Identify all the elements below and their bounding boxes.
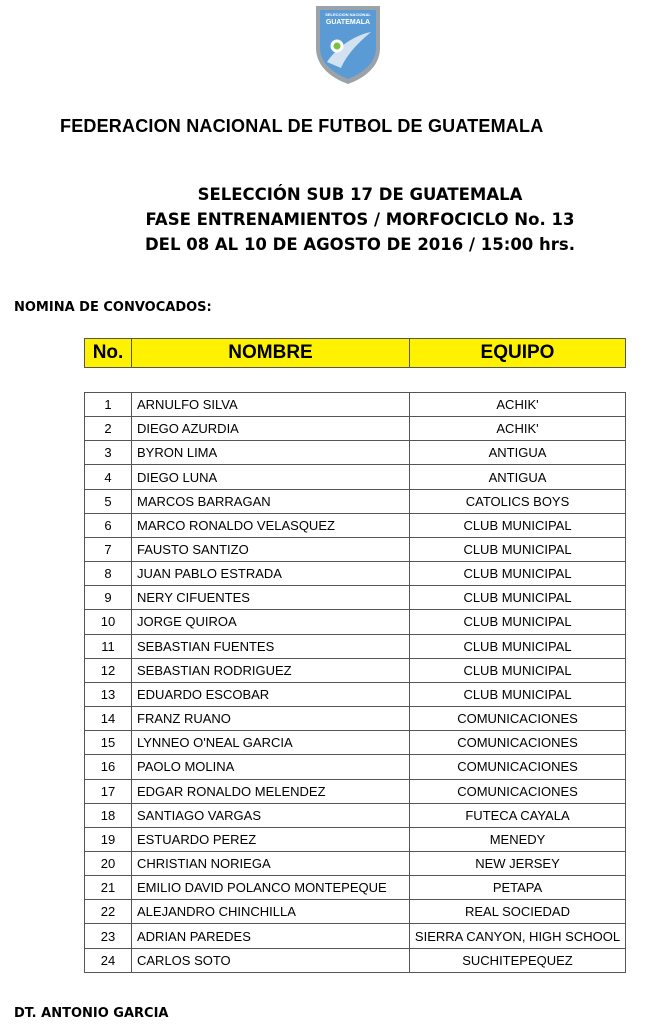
player-name: JORGE QUIROA [132,610,410,634]
table-row [85,731,626,755]
heading-selection: SELECCIÓN SUB 17 DE GUATEMALA [197,185,523,204]
table-row [85,924,626,948]
table-row [85,707,626,731]
player-name: SEBASTIAN FUENTES [132,634,410,658]
player-name: NERY CIFUENTES [132,586,410,610]
player-name: EDGAR RONALDO MELENDEZ [132,779,410,803]
table-row [85,441,626,465]
table-row [85,851,626,875]
player-name: CHRISTIAN NORIEGA [132,851,410,875]
heading-phase: FASE ENTRENAMIENTOS / MORFOCICLO No. 13 [145,210,575,229]
table-row [85,586,626,610]
table-row [85,537,626,561]
player-team: REAL SOCIEDAD [410,900,626,924]
heading-dates: DEL 08 AL 10 DE AGOSTO DE 2016 / 15:00 hrs. [144,235,575,254]
player-team: PETAPA [410,876,626,900]
player-name: ESTUARDO PEREZ [132,827,410,851]
player-name: SANTIAGO VARGAS [132,803,410,827]
player-number: 8 [85,562,132,586]
player-name: MARCO RONALDO VELASQUEZ [132,513,410,537]
player-team: CLUB MUNICIPAL [410,658,626,682]
table-row [85,417,626,441]
table-row [85,489,626,513]
player-number: 16 [85,755,132,779]
player-name: CARLOS SOTO [132,948,410,972]
logo-main-text: GUATEMALA [325,19,371,26]
table-row [85,948,626,972]
player-name: DIEGO LUNA [132,465,410,489]
player-number: 2 [85,417,132,441]
table-row [85,827,626,851]
player-name: JUAN PABLO ESTRADA [132,562,410,586]
table-row [85,779,626,803]
player-name: SEBASTIAN RODRIGUEZ [132,658,410,682]
table-row [85,562,626,586]
player-number: 6 [85,513,132,537]
roster-table [84,392,626,973]
player-team: CLUB MUNICIPAL [410,513,626,537]
player-team: NEW JERSEY [410,851,626,875]
player-team: ANTIGUA [410,465,626,489]
player-name: PAOLO MOLINA [132,755,410,779]
table-row [85,634,626,658]
player-number: 17 [85,779,132,803]
player-name: EDUARDO ESCOBAR [132,682,410,706]
table-row [85,876,626,900]
table-row [85,465,626,489]
player-number: 20 [85,851,132,875]
player-team: COMUNICACIONES [410,707,626,731]
player-number: 10 [85,610,132,634]
table-row [85,610,626,634]
player-team: FUTECA CAYALA [410,803,626,827]
player-number: 3 [85,441,132,465]
player-name: ALEJANDRO CHINCHILLA [132,900,410,924]
player-team: CATOLICS BOYS [410,489,626,513]
header-name: NOMBRE [132,339,410,368]
player-team: CLUB MUNICIPAL [410,610,626,634]
player-number: 4 [85,465,132,489]
table-row [85,658,626,682]
player-name: FAUSTO SANTIZO [132,537,410,561]
player-team: ACHIK' [410,393,626,417]
player-team: SUCHITEPEQUEZ [410,948,626,972]
table-row [85,513,626,537]
player-number: 11 [85,634,132,658]
player-team: COMUNICACIONES [410,755,626,779]
roster-header [84,338,626,368]
player-team: CLUB MUNICIPAL [410,562,626,586]
header-no: No. [85,339,132,368]
player-name: DIEGO AZURDIA [132,417,410,441]
roster-body [85,393,626,973]
player-number: 14 [85,707,132,731]
player-name: BYRON LIMA [132,441,410,465]
player-team: CLUB MUNICIPAL [410,634,626,658]
player-number: 18 [85,803,132,827]
player-number: 24 [85,948,132,972]
player-number: 22 [85,900,132,924]
player-number: 5 [85,489,132,513]
player-team: ACHIK' [410,417,626,441]
coach-signature: DT. ANTONIO GARCIA [14,1006,169,1021]
logo-top-text: SELECCION NACIONAL [325,12,371,17]
player-team: MENEDY [410,827,626,851]
player-number: 13 [85,682,132,706]
nomina-label: NOMINA DE CONVOCADOS: [14,300,212,315]
player-name: FRANZ RUANO [132,707,410,731]
player-number: 19 [85,827,132,851]
player-team: ANTIGUA [410,441,626,465]
player-number: 15 [85,731,132,755]
player-team: CLUB MUNICIPAL [410,586,626,610]
table-row [85,900,626,924]
player-name: MARCOS BARRAGAN [132,489,410,513]
header-team: EQUIPO [410,339,626,368]
player-number: 21 [85,876,132,900]
player-name: ADRIAN PAREDES [132,924,410,948]
player-team: COMUNICACIONES [410,779,626,803]
player-number: 7 [85,537,132,561]
table-row [85,755,626,779]
player-number: 1 [85,393,132,417]
federation-logo [313,4,383,86]
player-number: 23 [85,924,132,948]
table-row [85,682,626,706]
player-name: LYNNEO O'NEAL GARCIA [132,731,410,755]
player-number: 12 [85,658,132,682]
table-row [85,803,626,827]
player-team: COMUNICACIONES [410,731,626,755]
table-row [85,393,626,417]
player-team: CLUB MUNICIPAL [410,682,626,706]
federation-title: FEDERACION NACIONAL DE FUTBOL DE GUATEMALA [60,116,544,136]
logo-ball-accent [334,43,341,50]
player-name: ARNULFO SILVA [132,393,410,417]
player-name: EMILIO DAVID POLANCO MONTEPEQUE [132,876,410,900]
player-team: CLUB MUNICIPAL [410,537,626,561]
player-number: 9 [85,586,132,610]
player-team: SIERRA CANYON, HIGH SCHOOL [410,924,626,948]
